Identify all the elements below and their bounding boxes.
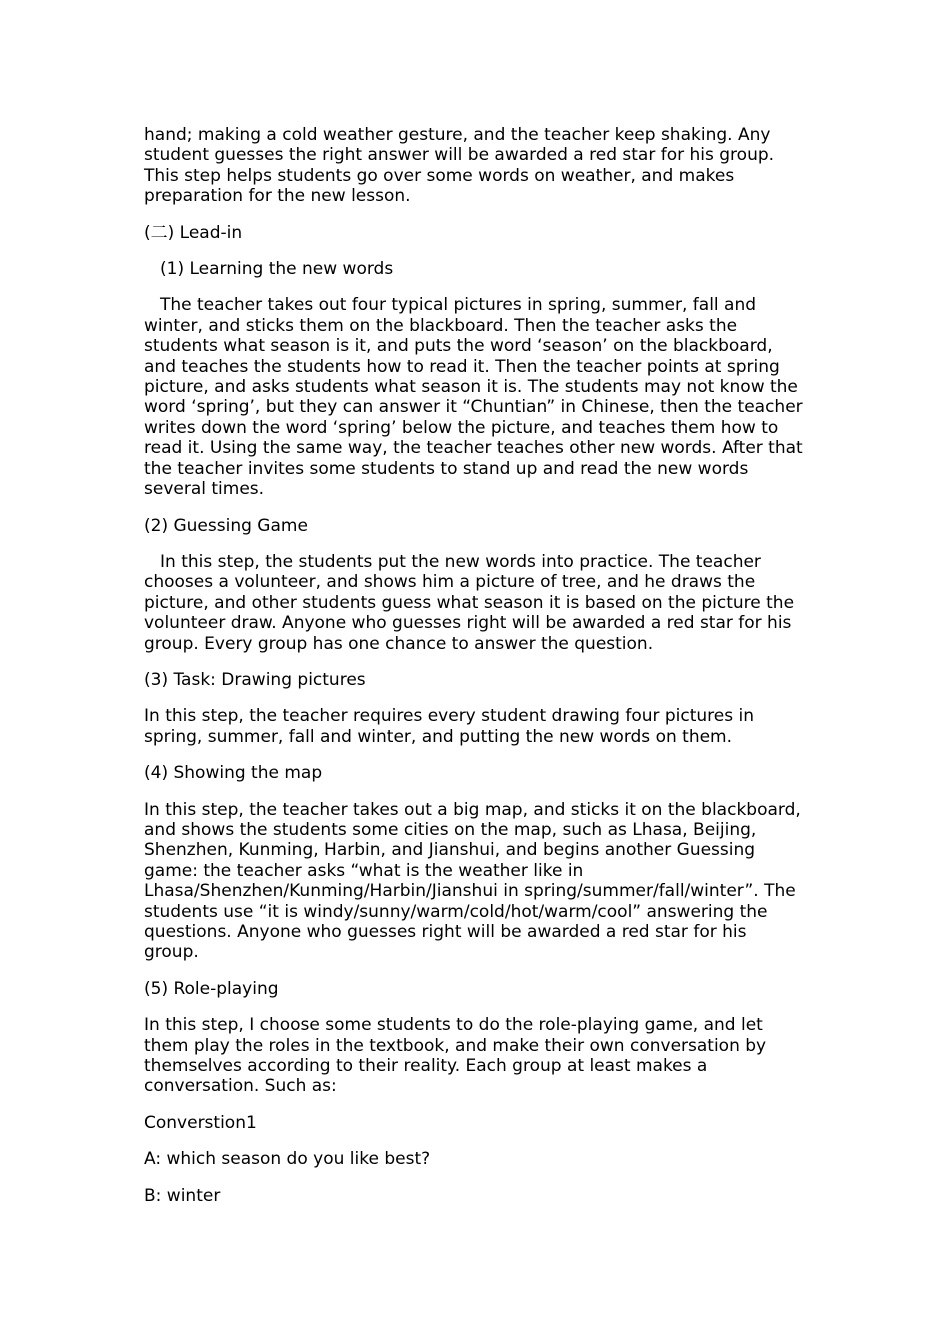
conversation-line-b: B: winter [144,1185,221,1206]
subheading-role-playing: (5) Role-playing [144,978,279,999]
intro-paragraph: hand; making a cold weather gesture, and the teacher keep shaking. Any student guesses the right answer will be awarded a red star for his group. This step helps students go over some words on weather, and makes preparation for the new lesson. [144,125,775,207]
conversation-title: Converstion1 [144,1112,257,1133]
role-playing-paragraph: In this step, I choose some students to do the role-playing game, and let them play the roles in the textbook, and make their own conversation by themselves according to their reality. Each group at least makes a conversation. Such as: [144,1015,767,1097]
drawing-pictures-paragraph: In this step, the teacher requires every student drawing four pictures in spring, summer, fall and winter, and putting the new words on them. [144,706,755,747]
document-page [144,125,806,1222]
conversation-line-a: A: which season do you like best? [144,1149,431,1170]
subheading-showing-map: (4) Showing the map [144,763,323,784]
subheading-guessing-game: (2) Guessing Game [144,515,308,536]
learning-new-words-paragraph: The teacher takes out four typical pictures in spring, summer, fall and winter, and sticks them on the blackboard. Then the teacher asks the students what season is it, and puts the word ‘season’ on the blackboard, and teaches the students how to read it. Then the teacher points at spring picture, and asks students what season it is. The students may not know the word ‘spring’, but they can answer it “Chuntian” in Chinese, then the teacher writes down the word ‘spring’ below the picture, and teaches them how to read it. Using the same way, the teacher teaches other new words. After that the teacher invites some students to stand up and read the new words several times. [144,295,803,500]
showing-map-paragraph: In this step, the teacher takes out a big map, and sticks it on the blackboard, and shows the students some cities on the map, such as Lhasa, Beijing, Shenzhen, Kunming, Harbin, and Jianshui, and begins another Guessing game: the teacher asks “what is the weather like in Lhasa/Shenzhen/Kunming/Harbin/Jianshui in spring/summer/fall/winter”. The students use “it is windy/sunny/warm/cold/hot/warm/cool” answering the questions. Anyone who guesses right will be awarded a red star for his group. [144,799,801,963]
section-heading-lead-in: (二) Lead-in [144,222,243,243]
subheading-drawing-pictures: (3) Task: Drawing pictures [144,669,366,690]
subheading-learning-new-words: (1) Learning the new words [160,259,394,280]
guessing-game-paragraph: In this step, the students put the new words into practice. The teacher chooses a volunteer, and shows him a picture of tree, and he draws the picture, and other students guess what season it is based on the picture the volunteer draw. Anyone who guesses right will be awarded a red star for his group. Every group has one chance to answer the question. [144,551,795,654]
